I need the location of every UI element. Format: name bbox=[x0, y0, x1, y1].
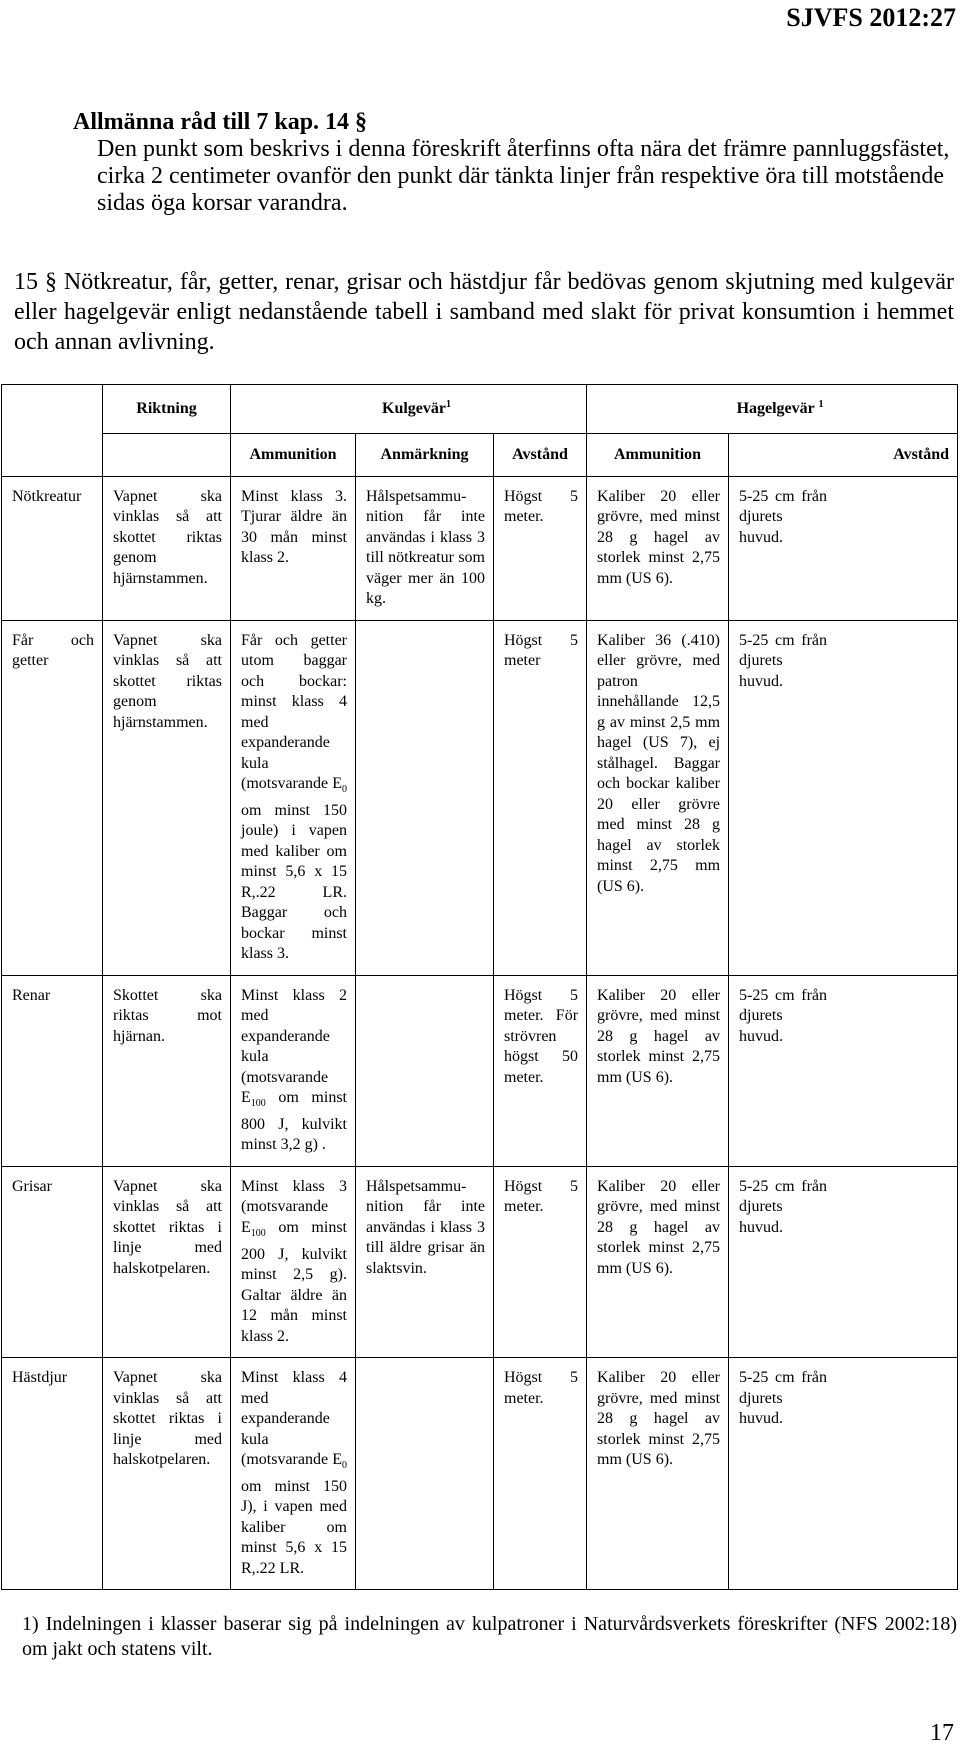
paragraph-15: 15 § Nötkreatur, får, getter, renar, grisar och hästdjur får bedövas genom skjutning med kulgevär eller hagelgevär enligt nedanstående tabell i samband med slakt för privat konsumtion i hemmet och annan avlivning. bbox=[14, 269, 954, 355]
kul-avstand-cell: Högst 5 meter. För strövren högst 50 meter. bbox=[494, 975, 587, 1166]
kul-ammunition-cell: Minst klass 3. Tjurar äldre än 30 mån minst klass 2. bbox=[231, 476, 356, 620]
hagel-avstand-cell: 5-25 cm från djurets huvud. bbox=[729, 476, 958, 620]
header-ammunition-hagel: Ammunition bbox=[587, 434, 729, 477]
header-hagelgevar: Hagelgevär $^1$ bbox=[587, 385, 958, 434]
riktning-cell: Vapnet ska vinklas så att skottet riktas genom hjärnstammen. bbox=[103, 620, 231, 975]
header-avstand-kul: Avstånd bbox=[494, 434, 587, 477]
header-kulgevar: Kulgevär$^1$ bbox=[231, 385, 587, 434]
anmarkning-cell bbox=[356, 1358, 494, 1590]
riktning-cell: Vapnet ska vinklas så att skottet riktas i linje med halskotpelaren. bbox=[103, 1358, 231, 1590]
hagel-ammunition-cell: Kaliber 20 eller grövre, med minst 28 g hagel av storlek minst 2,75 mm (US 6). bbox=[587, 476, 729, 620]
header-anmarkning: Anmärkning bbox=[356, 434, 494, 477]
anmarkning-cell bbox=[356, 975, 494, 1166]
hagel-ammunition-cell: Kaliber 20 eller grövre, med minst 28 g hagel av storlek minst 2,75 mm (US 6). bbox=[587, 1166, 729, 1357]
animal-cell: Renar bbox=[2, 975, 103, 1166]
page-number: 17 bbox=[930, 1720, 954, 1746]
riktning-cell: Skottet ska riktas mot hjärnan. bbox=[103, 975, 231, 1166]
hagel-ammunition-cell: Kaliber 20 eller grövre, med minst 28 g hagel av storlek minst 2,75 mm (US 6). bbox=[587, 975, 729, 1166]
kul-ammunition-cell: Får och getter utom baggar och bockar: minst klass 4 med expanderande kula (motsvarande $E_0$ om minst 150 joule) i vapen med kaliber om minst 5,6 x 15 R,.22 LR. Baggar och bockar minst klass 3. bbox=[231, 620, 356, 975]
advice-body: Den punkt som beskrivs i denna föreskrift återfinns ofta nära det främre pannluggsfästet, cirka 2 centimeter ovanför den punkt där tänkta linjer från respektive öra till motstående sidas öga korsar varandra. bbox=[97, 136, 950, 216]
header-empty-cell bbox=[2, 385, 103, 434]
kul-avstand-cell: Högst 5 meter. bbox=[494, 1166, 587, 1357]
header-riktning: Riktning bbox=[103, 385, 231, 434]
riktning-cell: Vapnet ska vinklas så att skottet riktas genom hjärnstammen. bbox=[103, 476, 231, 620]
table-row bbox=[2, 476, 958, 620]
table-row bbox=[2, 1166, 958, 1357]
kul-avstand-cell: Högst 5 meter. bbox=[494, 1358, 587, 1590]
stunning-table bbox=[1, 384, 958, 1590]
general-advice bbox=[73, 109, 953, 217]
animal-cell: Nötkreatur bbox=[2, 476, 103, 620]
hagel-ammunition-cell: Kaliber 36 (.410) eller grövre, med patron innehållande 12,5 g av minst 2,5 mm hagel (US 7), ej stålhagel. Baggar och bockar kaliber 20 eller grövre med minst 28 g hagel av storlek minst 2,75 mm (US 6). bbox=[587, 620, 729, 975]
footnote: 1) Indelningen i klasser baserar sig på indelningen av kulpatroner i Naturvårdsverkets föreskrifter (NFS 2002:18) om jakt och statens vilt. bbox=[22, 1613, 957, 1660]
header-ammunition-kul: Ammunition bbox=[231, 434, 356, 477]
table-row bbox=[2, 975, 958, 1166]
animal-cell: Hästdjur bbox=[2, 1358, 103, 1590]
table-header-row-2 bbox=[2, 434, 958, 477]
header-empty-cell bbox=[2, 434, 103, 477]
document-reference: SJVFS 2012:27 bbox=[786, 3, 956, 32]
kul-ammunition-cell: Minst klass 2 med expanderande kula (motsvarande $E_{100}$ om minst 800 J, kulvikt minst 3,2 g) . bbox=[231, 975, 356, 1166]
hagel-avstand-cell: 5-25 cm från djurets huvud. bbox=[729, 1358, 958, 1590]
animal-cell: Får och getter bbox=[2, 620, 103, 975]
anmarkning-cell: Hålspetsammunition får inte användas i klass 3 till nötkreatur som väger mer än 100 kg. bbox=[356, 476, 494, 620]
table-row bbox=[2, 1358, 958, 1590]
table-header-row-1 bbox=[2, 385, 958, 434]
table-row bbox=[2, 620, 958, 975]
hagel-avstand-cell: 5-25 cm från djurets huvud. bbox=[729, 1166, 958, 1357]
animal-cell: Grisar bbox=[2, 1166, 103, 1357]
kul-ammunition-cell: Minst klass 3 (motsvarande $E_{100}$ om minst 200 J, kulvikt minst 2,5 g). Galtar äldre än 12 mån minst klass 2. bbox=[231, 1166, 356, 1357]
kul-ammunition-cell: Minst klass 4 med expanderande kula (motsvarande $E_0$ om minst 150 J), i vapen med kaliber om minst 5,6 x 15 R,.22 LR. bbox=[231, 1358, 356, 1590]
hagel-avstand-cell: 5-25 cm från djurets huvud. bbox=[729, 975, 958, 1166]
riktning-cell: Vapnet ska vinklas så att skottet riktas i linje med halskotpelaren. bbox=[103, 1166, 231, 1357]
hagel-ammunition-cell: Kaliber 20 eller grövre, med minst 28 g hagel av storlek minst 2,75 mm (US 6). bbox=[587, 1358, 729, 1590]
advice-title: Allmänna råd till 7 kap. 14 § bbox=[73, 109, 368, 135]
kul-avstand-cell: Högst 5 meter. bbox=[494, 476, 587, 620]
header-empty-cell bbox=[103, 434, 231, 477]
header-avstand-hagel: Avstånd bbox=[729, 434, 958, 477]
kul-avstand-cell: Högst 5 meter bbox=[494, 620, 587, 975]
anmarkning-cell bbox=[356, 620, 494, 975]
anmarkning-cell: Hålspetsammunition får inte användas i klass 3 till äldre grisar än slaktsvin. bbox=[356, 1166, 494, 1357]
hagel-avstand-cell: 5-25 cm från djurets huvud. bbox=[729, 620, 958, 975]
